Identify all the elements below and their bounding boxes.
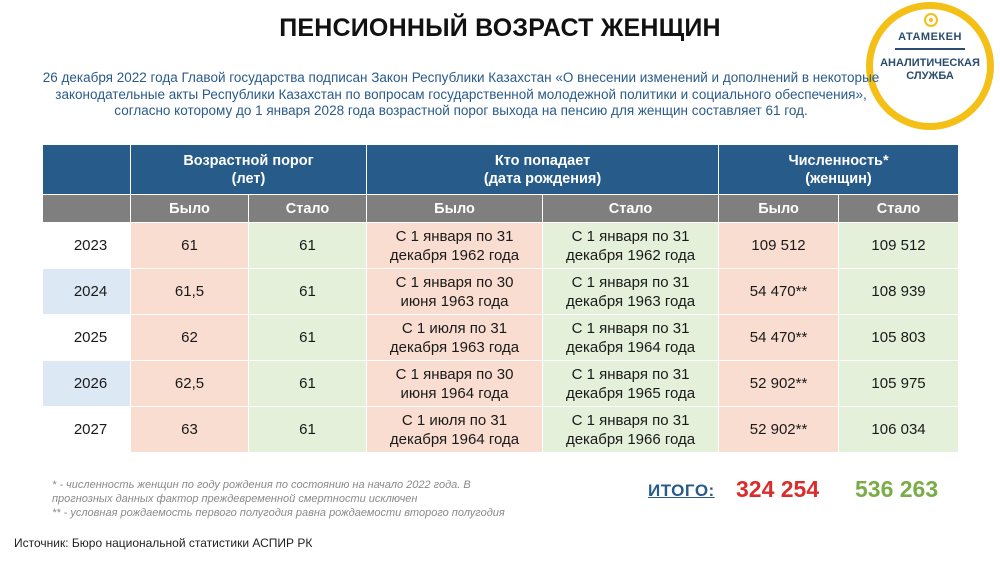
who-before-line1: С 1 июля по 31 [401, 411, 508, 429]
table-row [43, 407, 959, 453]
who-before-cell [367, 361, 543, 407]
count-after-cell: 105 975 [839, 361, 959, 407]
count-after-cell: 105 803 [839, 315, 959, 361]
count-before-cell: 52 902** [719, 407, 839, 453]
count-after-cell: 106 034 [839, 407, 959, 453]
who-before-line2: декабря 1964 года [389, 430, 520, 448]
logo-service-line1: АНАЛИТИЧЕСКАЯ [880, 57, 980, 69]
count-after-cell: 109 512 [839, 223, 959, 269]
who-before-cell [367, 315, 543, 361]
year-cell: 2025 [43, 315, 131, 361]
who-before-line2: июня 1964 года [400, 384, 509, 402]
intro-text: 26 декабря 2022 года Главой государства подписан Закон Республики Казахстан «О внесении изменений и дополнений в некоторые законодательные акты Республики Казахстан по вопросам государственной молодежной политики и социального обеспечения», согласно которому до 1 января 2028 года возрастной порог выхода на пенсию для женщин составляет 61 год. [42, 70, 880, 118]
sub-header-before: Было [367, 195, 543, 223]
who-after-line2: декабря 1963 года [565, 292, 696, 310]
who-before-line2: декабря 1962 года [389, 246, 520, 264]
table-row [43, 269, 959, 315]
header-count [719, 145, 959, 195]
count-after-cell: 108 939 [839, 269, 959, 315]
who-after-line1: С 1 января по 31 [571, 227, 690, 245]
who-before-line2: июня 1963 года [400, 292, 509, 310]
sub-header-after: Стало [249, 195, 367, 223]
count-before-cell: 109 512 [719, 223, 839, 269]
who-before-cell [367, 269, 543, 315]
who-before-cell [367, 223, 543, 269]
age-after-cell: 61 [249, 223, 367, 269]
source-text: Источник: Бюро национальной статистики АСПИР РК [14, 536, 313, 550]
total-after-value: 536 263 [855, 476, 939, 502]
year-cell: 2023 [43, 223, 131, 269]
sun-icon [924, 13, 938, 27]
sub-header-after: Стало [543, 195, 719, 223]
who-before-line1: С 1 июля по 31 [401, 319, 508, 337]
who-after-cell [543, 223, 719, 269]
who-after-line1: С 1 января по 31 [571, 319, 690, 337]
who-after-cell [543, 269, 719, 315]
group-header-row [43, 145, 959, 195]
header-blank [43, 145, 131, 195]
who-before-line1: С 1 января по 30 [395, 273, 514, 291]
year-cell: 2027 [43, 407, 131, 453]
header-who-qualifies [367, 145, 719, 195]
header-age-line2: (лет) [231, 170, 266, 187]
age-after-cell: 61 [249, 361, 367, 407]
who-after-cell [543, 407, 719, 453]
logo-service [873, 57, 987, 83]
who-after-line2: декабря 1965 года [565, 384, 696, 402]
who-after-line1: С 1 января по 31 [571, 365, 690, 383]
year-cell: 2026 [43, 361, 131, 407]
age-before-cell: 61 [131, 223, 249, 269]
age-before-cell: 61,5 [131, 269, 249, 315]
footnotes [52, 478, 592, 520]
count-before-cell: 54 470** [719, 269, 839, 315]
table-row [43, 223, 959, 269]
count-before-cell: 52 902** [719, 361, 839, 407]
who-before-cell [367, 407, 543, 453]
who-before-line2: декабря 1963 года [389, 338, 520, 356]
header-age-line1: Возрастной порог [183, 152, 314, 169]
year-cell: 2024 [43, 269, 131, 315]
table-row [43, 361, 959, 407]
sub-header-blank [43, 195, 131, 223]
sub-header-before: Было [131, 195, 249, 223]
who-before-line1: С 1 января по 31 [395, 227, 514, 245]
age-after-cell: 61 [249, 269, 367, 315]
footnote-line1: * - численность женщин по году рождения по состоянию на начало 2022 года. В [52, 479, 471, 491]
header-count-line1: Численность* [788, 152, 889, 169]
total-label: ИТОГО: [648, 481, 715, 500]
header-count-line2: (женщин) [805, 170, 872, 187]
page-title: ПЕНСИОННЫЙ ВОЗРАСТ ЖЕНЩИН [279, 14, 721, 42]
atameken-logo [866, 2, 994, 130]
age-before-cell: 62 [131, 315, 249, 361]
footnote-line2: прогнозных данных фактор преждевременной смертности исключен [52, 493, 418, 505]
count-before-cell: 54 470** [719, 315, 839, 361]
who-after-line1: С 1 января по 31 [571, 273, 690, 291]
who-after-line2: декабря 1964 года [565, 338, 696, 356]
header-who-line1: Кто попадает [494, 152, 591, 169]
who-after-line2: декабря 1962 года [565, 246, 696, 264]
age-before-cell: 63 [131, 407, 249, 453]
who-after-cell [543, 361, 719, 407]
header-age-threshold [131, 145, 367, 195]
footnote-line3: ** - условная рождаемость первого полугодия равна рождаемости второго полугодия [52, 507, 505, 519]
pension-age-table [42, 144, 959, 453]
logo-name: АТАМЕКЕН [898, 31, 962, 43]
who-after-cell [543, 315, 719, 361]
logo-service-line2: СЛУЖБА [906, 70, 954, 82]
age-before-cell: 62,5 [131, 361, 249, 407]
age-after-cell: 61 [249, 315, 367, 361]
total-before-value: 324 254 [736, 476, 820, 502]
who-after-line1: С 1 января по 31 [571, 411, 690, 429]
sub-header-after: Стало [839, 195, 959, 223]
sub-header-before: Было [719, 195, 839, 223]
header-who-line2: (дата рождения) [483, 170, 602, 187]
age-after-cell: 61 [249, 407, 367, 453]
who-before-line1: С 1 января по 30 [395, 365, 514, 383]
sub-header-row [43, 195, 959, 223]
table-row [43, 315, 959, 361]
logo-divider [895, 48, 965, 50]
who-after-line2: декабря 1966 года [565, 430, 696, 448]
